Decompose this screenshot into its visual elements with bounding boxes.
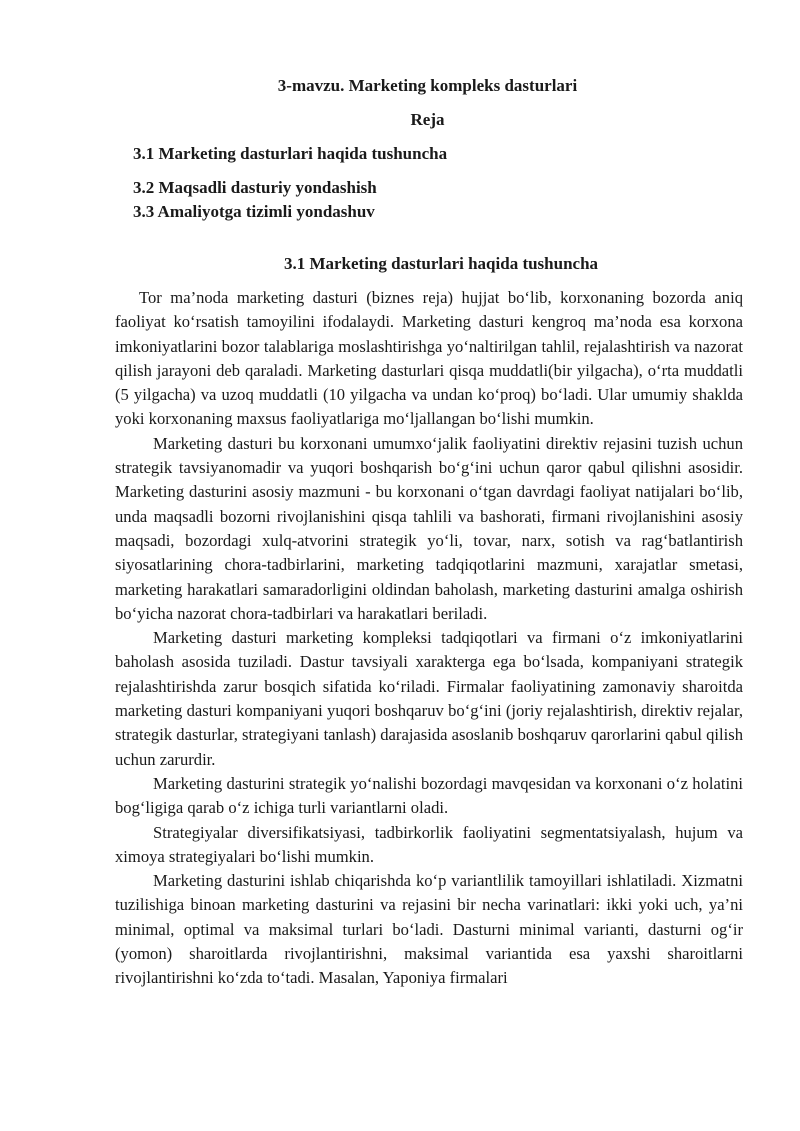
paragraph: Marketing dasturini strategik yo‘nalishi bozordagi mavqesidan va korxonani o‘z holatini bog‘ligiga qarab o‘z ichiga turli variantlarni oladi. bbox=[115, 773, 743, 818]
body-text bbox=[115, 286, 743, 991]
plan-item: 3.1 Marketing dasturlari haqida tushuncha bbox=[133, 144, 448, 163]
paragraph: Tor ma’noda marketing dasturi (biznes reja) hujjat bo‘lib, korxonaning bozorda aniq faoliyat ko‘rsatish tamoyilini ifodalaydi. Marketing dasturi kengroq ma’noda esa korxona imkoniyatlarini bozor talablariga moslashtirishga yo‘naltirilgan tahlil, rejalashtirish va nazorat qilish jarayoni deb qaraladi. Marketing dasturlari qisqa muddatli(bir yilgacha), o‘rta muddatli (5 yilgacha) va uzoq muddatli (10 yilgacha va undan ko‘proq) bo‘ladi. Ular umumiy shaklda yoki korxonaning maxsus faoliyatlariga mo‘ljallangan bo‘lishi mumkin. bbox=[115, 288, 743, 429]
paragraph: Marketing dasturi bu korxonani umumxo‘jalik faoliyatini direktiv rejasini tuzish uchun strategik tavsiyanomadir va yuqori boshqarish bo‘g‘ini uchun qaror qabul qilishni asosidir. Marketing dasturini asosiy mazmuni - bu korxonani o‘tgan davrdagi faoliyat natijalari bo‘lib, unda maqsadli bozorni rivojlanishini qisqa tahlili va bashorati, firmani rivojlanishini asosiy maqsadi, bozordagi xulq-atvorini strategik yo‘li, tovar, narx, sotish va rag‘batlantirish siyosatlarining chora-tadbirlarini, marketing tadqiqotlarini mazmuni, xarajatlar smetasi, marketing harakatlari samaradorligini oldindan baholash, marketing dasturini amalga oshirish bo‘yicha nazorat chora-tadbirlari va harakatlari beriladi. bbox=[115, 433, 743, 623]
paragraph: Strategiyalar diversifikatsiyasi, tadbirkorlik faoliyatini segmentatsiyalash, hujum va ximoya strategiyalari bo‘lishi mumkin. bbox=[115, 822, 743, 866]
plan-item: 3.3 Amaliyotga tizimli yondashuv bbox=[133, 202, 375, 221]
document-title: 3-mavzu. Marketing kompleks dasturlari bbox=[277, 76, 578, 95]
paragraph: Marketing dasturi marketing kompleksi tadqiqotlari va firmani o‘z imkoniyatlarini baholash asosida tuziladi. Dastur tavsiyali xarakterga ega bo‘lsada, kompaniyani strategik rejalashtirishda zarur bosqich sifatida ko‘riladi. Firmalar faoliyatining zamonaviy sharoitda marketing dasturi kompaniyani yuqori boshqaruv bo‘g‘ini (joriy rejalashtirish, direktiv rejalar, strategik dasturlar, strategiyani tanlash) darajasida asoslanib boshqaruv qarorlarini qabul qilish uchun zarurdir. bbox=[115, 628, 743, 769]
section-title: 3.1 Marketing dasturlari haqida tushuncha bbox=[283, 254, 599, 273]
paragraph: Marketing dasturini ishlab chiqarishda ko‘p variantlilik tamoyillari ishlatiladi. Xizmatni tuzilishiga binoan marketing dasturini va rejasini bir necha varinatlari: ikki yoki uch, ya’ni minimal, optimal va maksimal turlari bo‘ladi. Dasturni minimal varianti, dasturni og‘ir (yomon) sharoitlarda rivojlantirishni, maksimal variantida esa yaxshi sharoitlarni rivojlantirishni ko‘zda to‘tadi. Masalan, Yaponiya firmalari bbox=[115, 871, 743, 988]
plan-item: 3.2 Maqsadli dasturiy yondashish bbox=[133, 178, 377, 197]
plan-heading: Reja bbox=[410, 110, 445, 129]
